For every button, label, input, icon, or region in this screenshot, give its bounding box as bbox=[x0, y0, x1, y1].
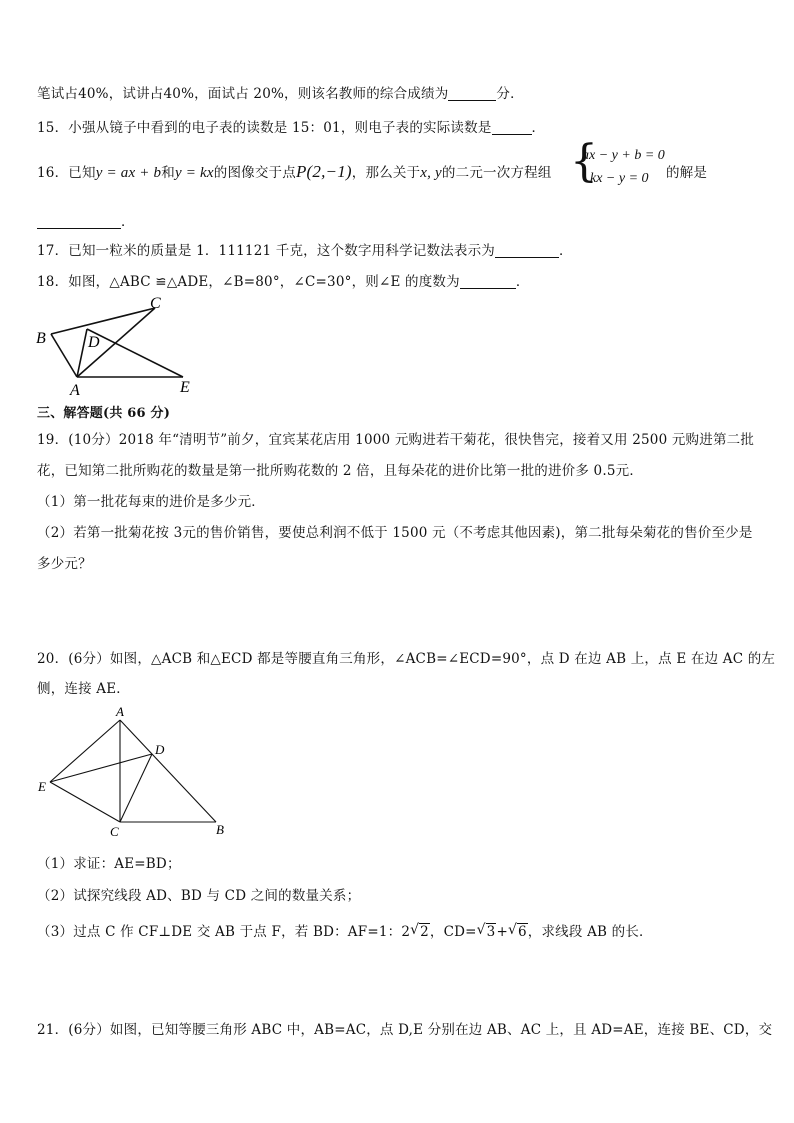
q18-figure bbox=[30, 292, 210, 400]
section-title: 三、解答题(共 66 分) bbox=[37, 406, 171, 421]
q18-end: ． bbox=[515, 274, 530, 290]
label-b: B bbox=[216, 822, 224, 837]
label-d: D bbox=[155, 742, 165, 757]
q16-text-1: 16．已知 bbox=[37, 165, 96, 181]
q20-part-1: （1）求证：AE=BD； bbox=[37, 856, 181, 872]
q19-part-2a: （2）若第一批菊花按 3元的售价销售，要使总利润不低于 1500 元（不考虑其他因素)，第二批每朵菊花的售价至少是 bbox=[37, 525, 753, 541]
q16-text-5: 的二元一次方程组 bbox=[441, 165, 552, 181]
label-d: D bbox=[88, 334, 100, 351]
q16-end: ． bbox=[121, 214, 135, 230]
q20-figure bbox=[30, 702, 240, 844]
sqrt-2-radicand: 2 bbox=[420, 924, 429, 940]
q20-part-3 bbox=[37, 920, 653, 940]
q17-end: ． bbox=[558, 243, 573, 259]
q16-vars: x, y bbox=[420, 165, 442, 181]
question-17 bbox=[37, 239, 573, 259]
q16-text-4: ，那么关于 bbox=[351, 165, 421, 181]
q19-line-1: 19．(10分）2018 年“清明节”前夕，宜宾某花店用 1000 元购进若干菊花，很快售完，接着又用 2500 元购进第二批 bbox=[37, 432, 755, 448]
q18-answer-blank[interactable] bbox=[460, 274, 516, 289]
q21-line-1: 21．(6分）如图，已知等腰三角形 ABC 中，AB=AC，点 D,E 分别在边 AB、AC 上，且 AD=AE，连接 BE、CD，交 bbox=[37, 1022, 773, 1038]
q20-part-3-text-a: （3）过点 C 作 CF⊥DE 交 AB 于点 F，若 BD：AF=1：2 bbox=[37, 924, 411, 940]
q15-answer-blank[interactable] bbox=[492, 120, 532, 135]
q20-line-2: 侧，连接 AE． bbox=[37, 681, 130, 697]
segment-ec bbox=[50, 782, 120, 822]
q17-answer-blank[interactable] bbox=[495, 243, 559, 258]
sqrt-3-radicand: 3 bbox=[486, 924, 496, 940]
q16-formula-2: y = kx bbox=[174, 165, 214, 181]
q14-tail bbox=[37, 82, 524, 102]
sqrt-2 bbox=[410, 924, 430, 940]
q20-part-2: （2）试探究线段 AD、BD 与 CD 之间的数量关系； bbox=[37, 888, 361, 904]
q16-text-3: 的图像交于点 bbox=[213, 165, 296, 181]
q14-text: 笔试占40%，试讲占40%，面试占 20%，则该名教师的综合成绩为 bbox=[37, 86, 449, 102]
q17-text: 17．已知一粒米的质量是 1．111121 千克，这个数字用科学记数法表示为 bbox=[37, 243, 495, 259]
q16-answer-line bbox=[37, 210, 135, 230]
q20-part-3-text-b: ，CD= bbox=[429, 924, 477, 940]
sqrt-6-radicand: 6 bbox=[517, 924, 527, 940]
q20-line-1: 20．(6分）如图，△ACB 和△ECD 都是等腰直角三角形，∠ACB=∠ECD=90°，点 D 在边 AB 上，点 E 在边 AC 的左 bbox=[37, 651, 776, 667]
q19-part-2b: 多少元？ bbox=[37, 556, 92, 572]
q19-part-1: （1）第一批花每束的进价是多少元． bbox=[37, 494, 265, 510]
label-e: E bbox=[180, 379, 190, 396]
segment-cd bbox=[120, 754, 152, 822]
segment-de bbox=[87, 329, 183, 377]
q15-text: 15．小强从镜子中看到的电子表的读数是 15：01，则电子表的实际读数是 bbox=[37, 120, 492, 136]
segment-ab bbox=[120, 720, 216, 822]
q16-equation-system bbox=[570, 136, 666, 192]
label-a: A bbox=[116, 704, 124, 719]
q16-equation-2: kx − y = 0 bbox=[590, 171, 649, 186]
label-c: C bbox=[150, 295, 161, 312]
q14-end: 分． bbox=[496, 86, 524, 102]
q16-text-6: 的解是 bbox=[666, 165, 708, 181]
q16-equation-1: ax − y + b = 0 bbox=[582, 148, 665, 163]
question-15 bbox=[37, 116, 545, 136]
q16-point: P(2,−1) bbox=[295, 162, 352, 181]
segment-ba bbox=[51, 334, 77, 377]
sqrt-6 bbox=[508, 924, 528, 940]
q15-end: ． bbox=[531, 120, 546, 136]
label-e: E bbox=[38, 779, 46, 794]
q16-tail bbox=[666, 161, 707, 181]
label-c: C bbox=[110, 824, 119, 839]
question-16 bbox=[37, 161, 552, 182]
q16-text-2: 和 bbox=[161, 165, 175, 181]
q18-text: 18．如图，△ABC ≌△ADE，∠B=80°，∠C=30°，则∠E 的度数为 bbox=[37, 274, 460, 290]
q14-answer-blank[interactable] bbox=[448, 86, 496, 101]
question-18 bbox=[37, 270, 530, 290]
sqrt-3 bbox=[477, 924, 497, 940]
label-b: B bbox=[36, 330, 46, 347]
brace-icon: { bbox=[570, 136, 598, 187]
q19-line-2: 花，已知第二批所购花的数量是第一批所购花数的 2 倍，且每朵花的进价比第一批的进价多 0.5元． bbox=[37, 463, 644, 479]
q16-formula-1: y = ax + b bbox=[95, 165, 162, 181]
label-a: A bbox=[70, 382, 80, 399]
q16-answer-blank[interactable] bbox=[37, 214, 121, 229]
plus-sign: + bbox=[496, 924, 508, 940]
q20-part-3-text-d: ，求线段 AB 的长． bbox=[527, 924, 653, 940]
